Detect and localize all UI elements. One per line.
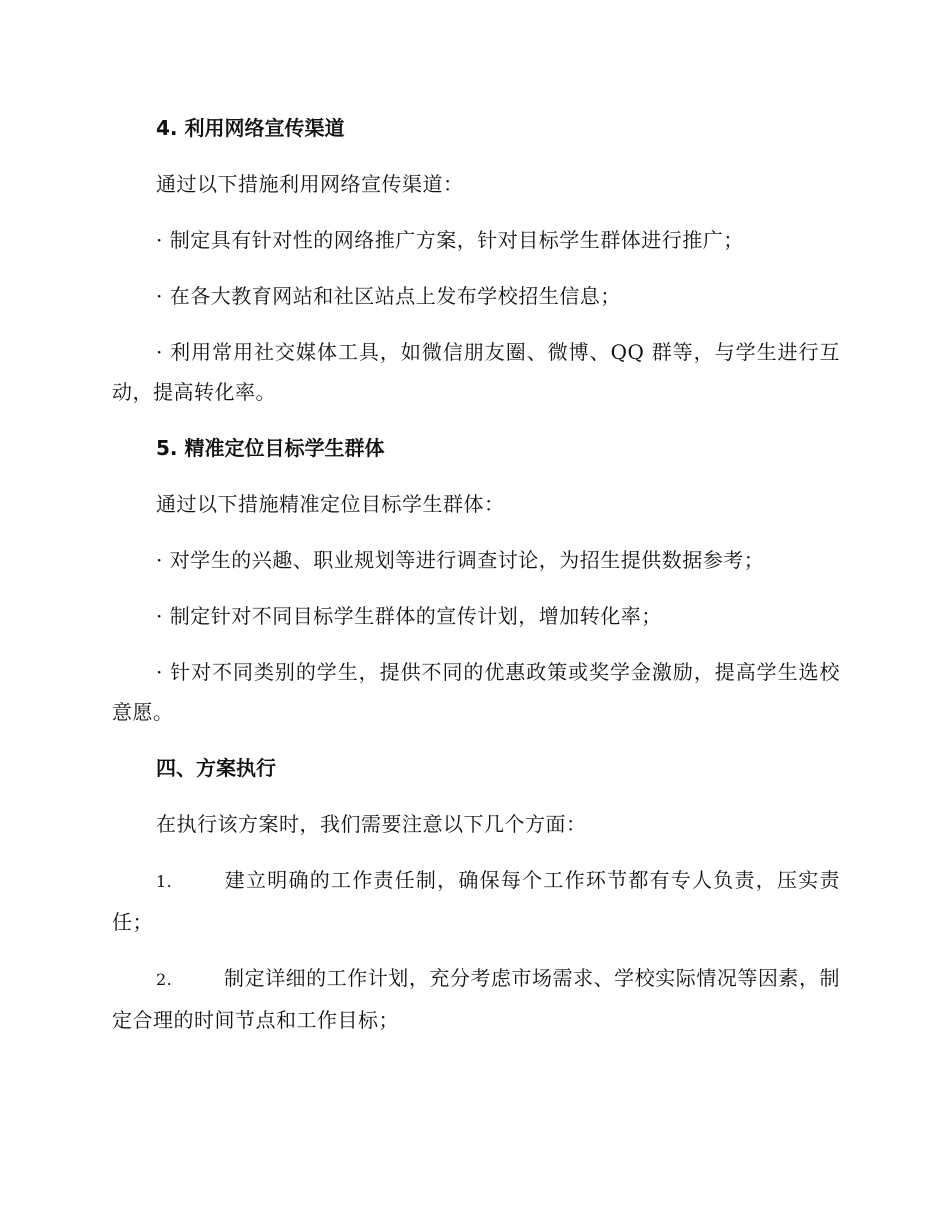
bullet-item: · 在各大教育网站和社区站点上发布学校招生信息； <box>156 284 621 308</box>
numbered-item <box>112 860 840 942</box>
numbered-item-text: 建立明确的工作责任制，确保每个工作环节都有专人负责，压实责任； <box>112 868 840 934</box>
section-intro: 在执行该方案时，我们需要注意以下几个方面： <box>156 812 587 836</box>
section-heading-network-promotion: 4. 利用网络宣传渠道 <box>156 116 345 140</box>
section-heading-plan-execution: 四、方案执行 <box>156 756 276 780</box>
numbered-item-text: 制定详细的工作计划，充分考虑市场需求、学校实际情况等因素，制定合理的时间节点和工作目标； <box>112 966 840 1032</box>
section-intro: 通过以下措施利用网络宣传渠道： <box>156 172 464 196</box>
bullet-item: · 利用常用社交媒体工具，如微信朋友圈、微博、QQ 群等，与学生进行互动，提高转化率。 <box>112 340 840 404</box>
section-heading-target-students: 5. 精准定位目标学生群体 <box>156 436 385 460</box>
bullet-item: · 对学生的兴趣、职业规划等进行调查讨论，为招生提供数据参考； <box>156 548 765 572</box>
bullet-item: · 制定具有针对性的网络推广方案，针对目标学生群体进行推广； <box>156 228 744 252</box>
numbered-item-number: 2. <box>156 970 173 989</box>
section-intro: 通过以下措施精准定位目标学生群体： <box>156 492 505 516</box>
document-body <box>112 108 840 1056</box>
numbered-item <box>112 958 840 1040</box>
bullet-item: · 制定针对不同目标学生群体的宣传计划，增加转化率； <box>156 604 662 628</box>
numbered-item-number: 1. <box>156 872 173 891</box>
bullet-item: · 针对不同类别的学生，提供不同的优惠政策或奖学金激励，提高学生选校意愿。 <box>112 660 840 724</box>
